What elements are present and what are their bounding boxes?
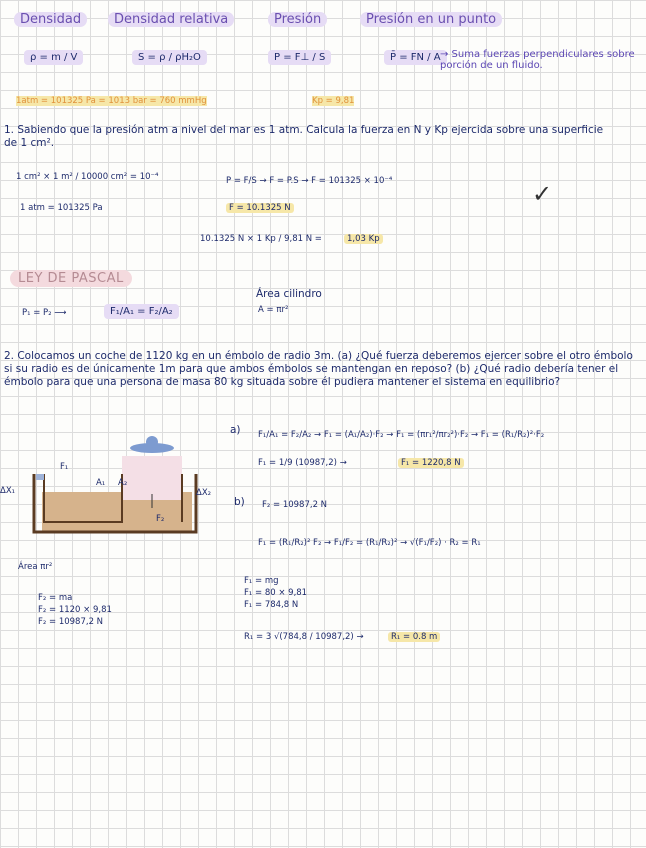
formula-densidad-relativa: S = ρ / ρH₂O	[132, 50, 207, 65]
diagram-f2: F₂	[156, 514, 165, 524]
diagram-dx1: ΔX₁	[0, 486, 16, 496]
p2-b-result: R₁ = 0.8 m	[388, 632, 440, 642]
formula-presion-punto: P̄ = FN / A	[384, 50, 447, 65]
constants-kp: Kp = 9,81	[312, 96, 355, 106]
p2-f2-block	[38, 592, 112, 628]
pascal-law-formula: F₁/A₁ = F₂/A₂	[104, 304, 179, 319]
p2-b-f1-line: F₁ = 784,8 N	[244, 600, 299, 610]
header-densidad: Densidad	[14, 12, 87, 27]
p2-a-substitution: F₁ = 1/9 (10987,2) →	[258, 458, 347, 468]
problem2-question: 2. Colocamos un coche de 1120 kg en un émbolo de radio 3m. (a) ¿Qué fuerza deberemos ejercer sobre el otro émbolo si su radio es de únicamente 1m para que ambos émbolos se mantengan en reposo? (b) ¿Qué radio debería tener el émbolo para que una persona de masa 80 kg situada sobre él pudiera mantener el sistema en equilibrio?	[4, 350, 633, 388]
diagram-dx2: ΔX₂	[196, 488, 212, 498]
p1-conversion-area: 1 cm² × 1 m² / 10000 cm² = 10⁻⁴	[16, 172, 159, 182]
p2-b-f1-line: F₁ = 80 × 9,81	[244, 588, 308, 598]
p1-result-kp: 1,03 Kp	[344, 234, 383, 244]
p2-f2-line: F₂ = 1120 × 9,81	[38, 605, 112, 615]
p2-a-label: a)	[230, 424, 241, 436]
p2-b-label: b)	[234, 496, 245, 508]
constants-atm: 1atm = 101325 Pa = 1013 bar = 760 mmHg	[16, 96, 207, 106]
check-icon: ✓	[532, 180, 553, 208]
formula-presion: P = F⊥ / S	[268, 50, 331, 65]
p2-b-equation: F₁ = (R₁/R₂)² F₂ → F₁/F₂ = (R₁/R₂)² → √(F₁/F₂) · R₂ = R₁	[258, 538, 481, 548]
formula-densidad: ρ = m / V	[24, 50, 83, 65]
pascal-law: P₁ = P₂ ⟶	[22, 308, 67, 318]
p1-result-n: F = 10.1325 N	[226, 203, 294, 213]
p2-f2-line: F₂ = 10987,2 N	[38, 617, 104, 627]
p2-b-r1-equation: R₁ = 3 √(784,8 / 10987,2) →	[244, 632, 364, 642]
p2-f2-line: F₂ = ma	[38, 593, 73, 603]
p1-conversion-atm: 1 atm = 101325 Pa	[20, 203, 103, 213]
p2-a-equation: F₁/A₁ = F₂/A₂ → F₁ = (A₁/A₂)·F₂ → F₁ = (πr₁²/πr₂²)·F₂ → F₁ = (R₁/R₂)²·F₂	[258, 430, 545, 440]
header-densidad-relativa: Densidad relativa	[108, 12, 234, 27]
problem1-question: 1. Sabiendo que la presión atm a nivel del mar es 1 atm. Calcula la fuerza en N y Kp ejercida sobre una superficie de 1 cm².	[4, 124, 604, 149]
p1-kp-equation: 10.1325 N × 1 Kp / 9,81 N =	[200, 234, 322, 244]
p2-b-given: F₂ = 10987,2 N	[262, 500, 328, 510]
header-presion-punto: Presión en un punto	[360, 12, 502, 27]
piston-large	[122, 456, 182, 500]
p2-b-f1-line: F₁ = mg	[244, 576, 279, 586]
p2-a-result: F₁ = 1220,8 N	[398, 458, 464, 468]
piston-small	[36, 474, 44, 480]
header-presion: Presión	[268, 12, 327, 27]
pascal-title: LEY DE PASCAL	[10, 270, 132, 287]
diagram-f1: F₁	[60, 462, 69, 472]
presion-punto-note: → Suma fuerzas perpendiculares sobre porción de un fluido.	[440, 49, 635, 71]
diagram-a1: A₁	[96, 478, 106, 488]
p2-area-label: Área πr²	[18, 562, 53, 572]
p1-equation: P = F/S → F = P.S → F = 101325 × 10⁻⁴	[226, 176, 393, 186]
area-cylinder-formula: A = πr²	[258, 305, 289, 315]
p2-b-f1-block	[244, 575, 307, 611]
area-cylinder-title: Área cilindro	[256, 288, 322, 300]
diagram-a2: A₂	[118, 478, 128, 488]
